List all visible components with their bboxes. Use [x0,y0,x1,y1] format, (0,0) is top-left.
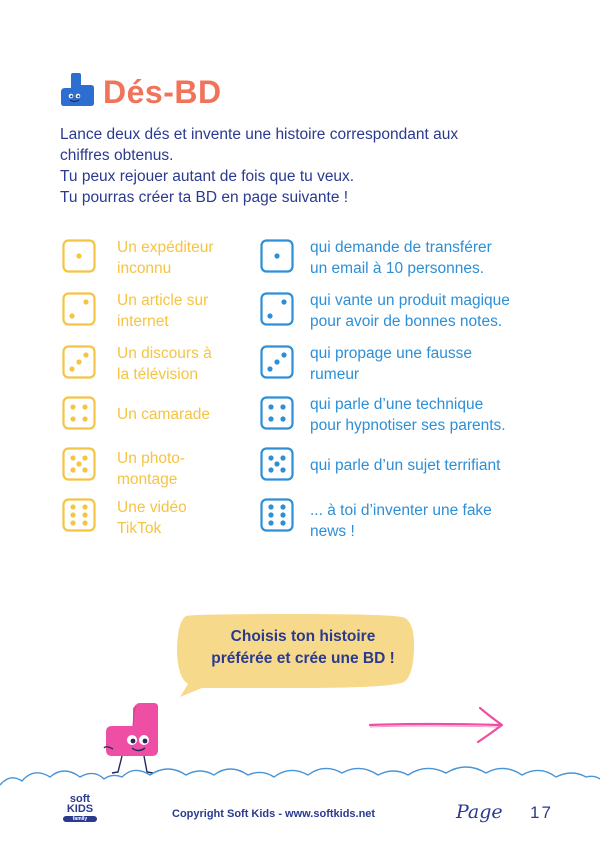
bubble-line: Choisis ton histoire [230,628,376,645]
choice-line: internet [117,313,169,330]
die-face-5-icon [260,447,294,481]
choice-line: Un camarade [117,406,211,423]
mascot-header-icon [58,72,98,108]
intro-line: Lance deux dés et invente une histoire correspondant aux [60,126,459,143]
intro-line: Tu pourras créer ta BD en page suivante ! [60,189,349,206]
right-choice-4 [310,394,570,436]
left-choice-2 [117,290,242,332]
left-choice-6 [117,497,242,539]
choice-line: Un photo- [117,450,186,467]
arrow-right-icon [368,704,508,744]
logo-line: soft [69,793,91,805]
choice-line: la télévision [117,366,198,383]
choice-line: Une vidéo [117,499,187,516]
choice-line: Un article sur [117,292,209,309]
cloud-border [0,755,600,795]
right-choice-2 [310,290,570,332]
right-choice-1 [310,237,570,279]
intro-text [60,124,560,208]
die-face-2-icon [260,292,294,326]
die-face-4-icon [260,396,294,430]
die-face-3-icon [62,345,96,379]
page-label: Page [456,801,503,823]
choice-line: qui parle d’un sujet terrifiant [310,457,501,474]
right-choice-6 [310,500,570,542]
left-choice-1 [117,237,242,279]
choice-line: pour hypnotiser ses parents. [310,417,506,434]
bubble-line: préférée et crée une BD ! [211,650,395,667]
page-title: Dés-BD [103,74,222,110]
choice-line: Un expéditeur [117,239,214,256]
die-face-3-icon [260,345,294,379]
copyright-text: Copyright Soft Kids - www.softkids.net [172,808,376,820]
choice-line: qui parle d’une technique [310,396,484,413]
choice-line: pour avoir de bonnes notes. [310,313,503,330]
die-face-6-icon [260,498,294,532]
die-face-1-icon [62,239,96,273]
right-choice-3 [310,343,570,385]
choice-line: un email à 10 personnes. [310,260,485,277]
choice-line: ... à toi d’inventer une fake [310,502,492,519]
die-face-4-icon [62,396,96,430]
choice-line: montage [117,471,178,488]
left-choice-4 [117,404,242,425]
soft-kids-logo [59,794,101,822]
choice-line: news ! [310,523,355,540]
die-face-2-icon [62,292,96,326]
logo-family: family [63,816,97,822]
choice-line: qui propage une fausse [310,345,473,362]
bubble-text [196,626,410,670]
choice-line: rumeur [310,366,360,383]
left-choice-5 [117,448,242,490]
choice-line: qui demande de transférer [310,239,492,256]
choice-line: TikTok [117,520,162,537]
choice-line: inconnu [117,260,172,277]
right-choice-5 [310,455,570,476]
die-face-5-icon [62,447,96,481]
intro-line: chiffres obtenus. [60,147,174,164]
choice-line: Un discours à [117,345,212,362]
die-face-1-icon [260,239,294,273]
choice-line: qui vante un produit magique [310,292,510,309]
page-number: 17 [530,803,553,822]
intro-line: Tu peux rejouer autant de fois que tu veux. [60,168,355,185]
logo-line: KIDS [66,803,94,815]
left-choice-3 [117,343,242,385]
die-face-6-icon [62,498,96,532]
